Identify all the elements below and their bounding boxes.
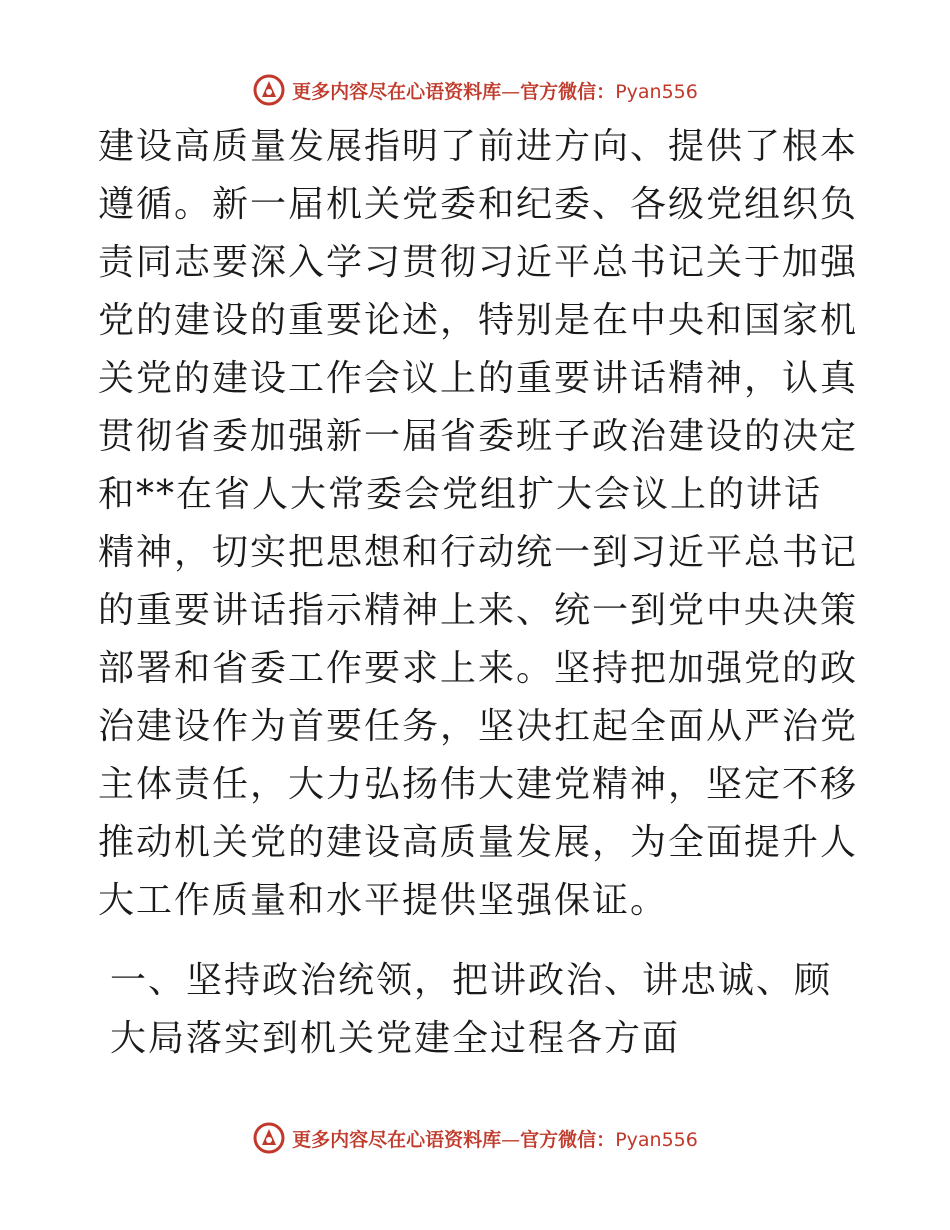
header-banner-separator: — (501, 80, 521, 103)
footer-banner-label: 官方微信： (520, 1128, 616, 1151)
footer-banner-id: Pyan556 (615, 1128, 698, 1151)
header-banner (0, 70, 950, 110)
footer-banner-text (292, 1125, 698, 1152)
header-banner-title: 更多内容尽在心语资料库 (292, 80, 502, 103)
footer-banner-title: 更多内容尽在心语资料库 (292, 1128, 502, 1151)
header-banner-id: Pyan556 (615, 80, 698, 103)
footer-banner-separator: — (501, 1128, 521, 1151)
body-paragraph: 建设高质量发展指明了前进方向、提供了根本遵循。新一届机关党委和纪委、各级党组织负责同志要深入学习贯彻习近平总书记关于加强党的建设的重要论述，特别是在中央和国家机关党的建设工作会议上的重要讲话精神，认真贯彻省委加强新一届省委班子政治建设的决定和**在省人大常委会党组扩大会议上的讲话精神，切实把思想和行动统一到习近平总书记的重要讲话指示精神上来、统一到党中央决策部署和省委工作要求上来。坚持把加强党的政治建设作为首要任务，坚决扛起全面从严治党主体责任，大力弘扬伟大建党精神，坚定不移推动机关党的建设高质量发展，为全面提升人大工作质量和水平提供坚强保证。 (98, 126, 859, 921)
section-heading: 一、坚持政治统领，把讲政治、讲忠诚、顾大局落实到机关党建全过程各方面 (110, 960, 833, 1059)
footer-banner (0, 1118, 950, 1158)
header-banner-label: 官方微信： (520, 80, 616, 103)
brand-logo-icon (252, 73, 286, 107)
brand-logo-icon (252, 1121, 286, 1155)
document-body (98, 118, 858, 1068)
header-banner-text (292, 77, 698, 104)
